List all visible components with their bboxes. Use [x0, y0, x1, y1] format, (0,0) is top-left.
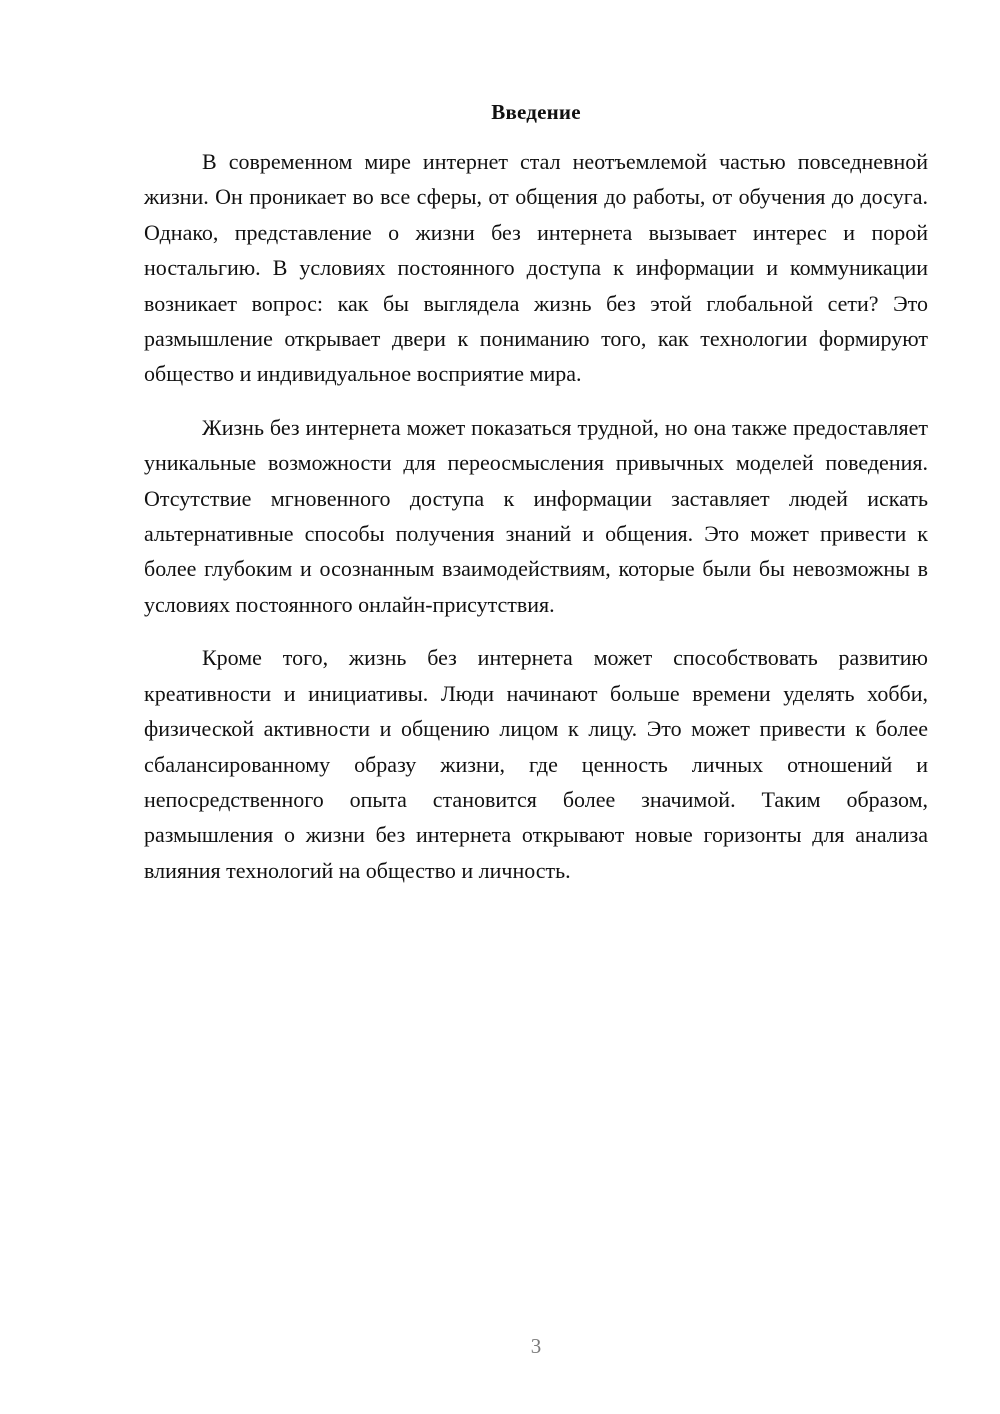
paragraph-1: В современном мире интернет стал неотъемлемой частью повседневной жизни. Он проникает во все сферы, от общения до работы, от обучения до досуга. Однако, представление о жизни без интернета вызывает интерес и порой ностальгию. В условиях постоянного доступа к информации и коммуникации возникает вопрос: как бы выглядела жизнь без этой глобальной сети? Это размышление открывает двери к пониманию того, как технологии формируют общество и индивидуальное восприятие мира. — [144, 149, 928, 387]
paragraph-2: Жизнь без интернета может показаться трудной, но она также предоставляет уникальные возможности для переосмысления привычных моделей поведения. Отсутствие мгновенного доступа к информации заставляет людей искать альтернативные способы получения знаний и общения. Это может привести к более глубоким и осознанным взаимодействиям, которые были бы невозможны в условиях постоянного онлайн-присутствия. — [144, 414, 928, 617]
page-number: 3 — [530, 1334, 542, 1358]
paragraph-3: Кроме того, жизнь без интернета может способствовать развитию креативности и инициативы. Люди начинают больше времени уделять хобби, физической активности и общению лицом к лицу. Это может привести к более сбалансированному образу жизни, где ценность личных отношений и непосредственного опыта становится более значимой. Таким образом, размышления о жизни без интернета открывают новые горизонты для анализа влияния технологий на общество и личность. — [144, 645, 928, 883]
page-content — [144, 98, 928, 906]
section-title: Введение — [491, 100, 581, 124]
